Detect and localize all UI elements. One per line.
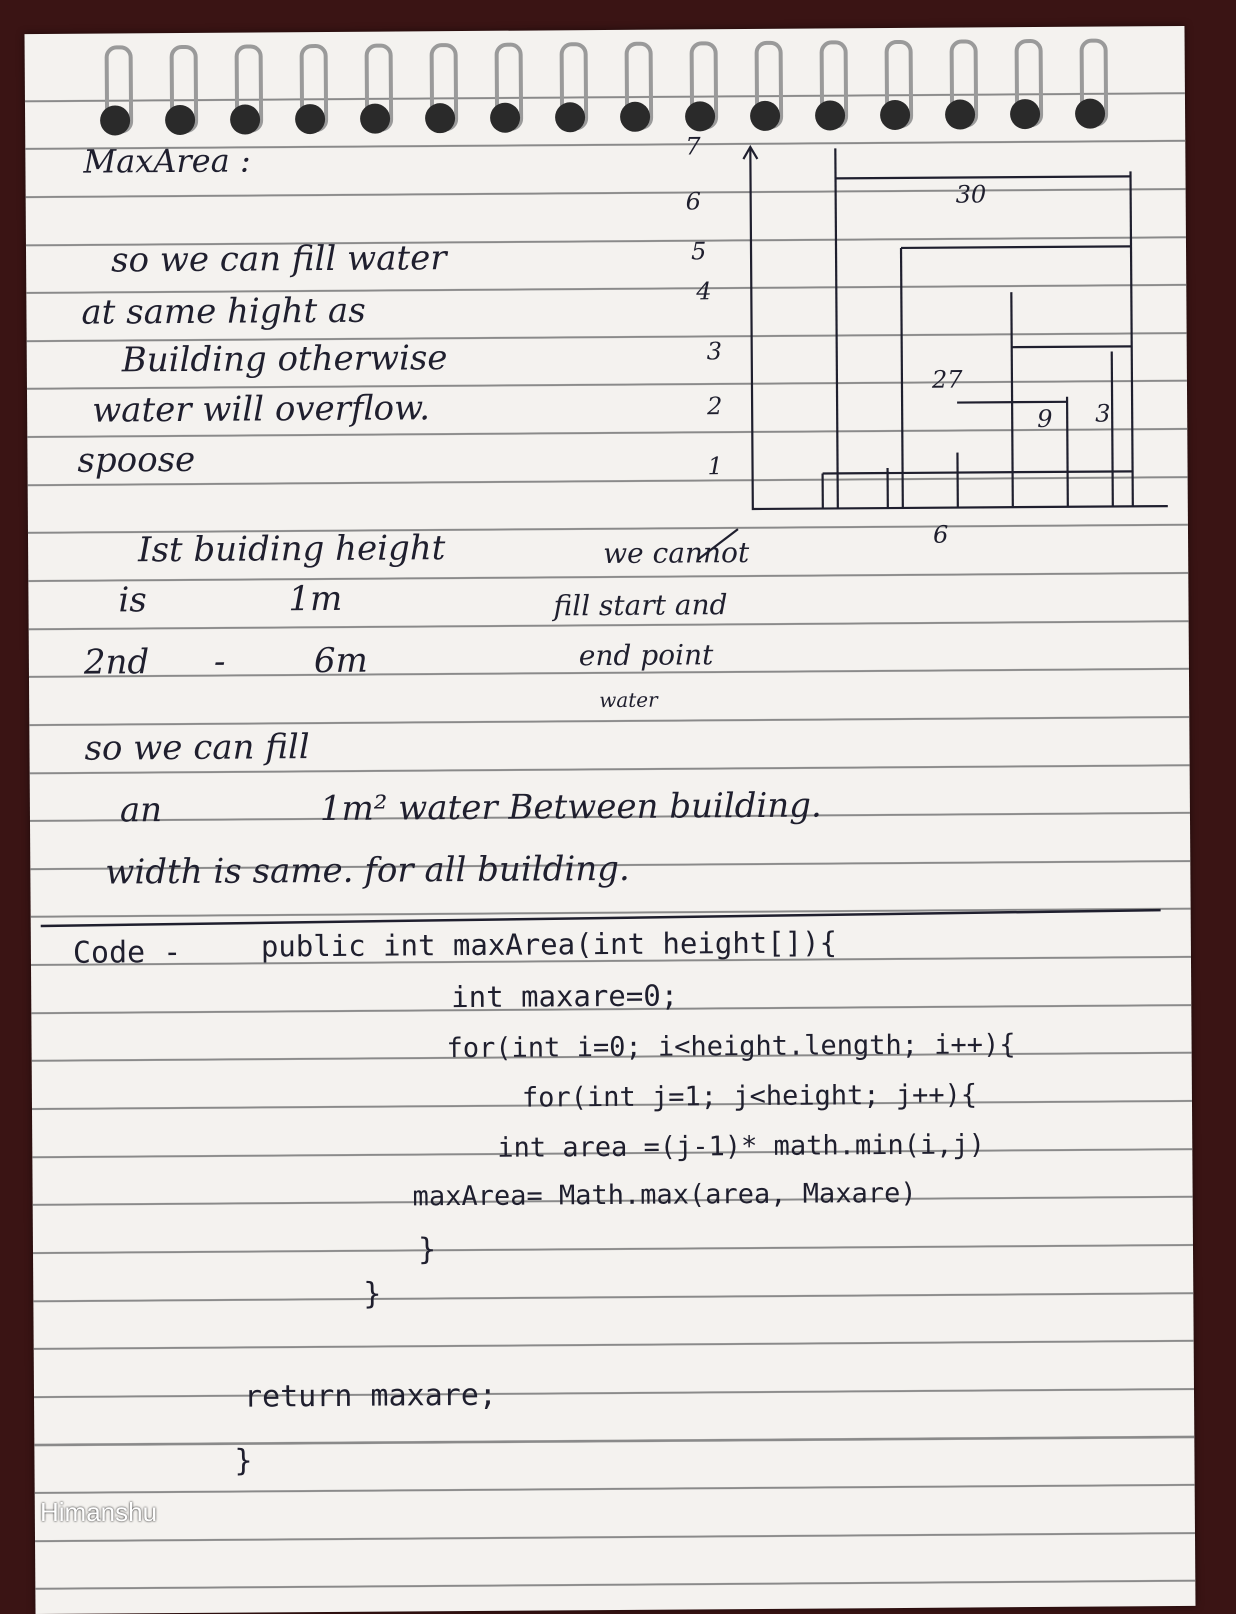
binding-hole	[230, 104, 260, 134]
water-level-9	[1012, 346, 1132, 347]
binding-hole	[1075, 99, 1105, 129]
water-level-27	[957, 402, 1067, 403]
note-line: we cannot	[603, 539, 749, 568]
first-height: 1m	[288, 582, 342, 616]
y-tick: 3	[707, 337, 722, 365]
code-line: }	[418, 1235, 436, 1265]
area-label-27: 27	[931, 366, 963, 394]
an-word: an	[120, 793, 162, 827]
note-line: water	[599, 690, 658, 710]
explanation-line: at same hight as	[81, 294, 365, 330]
building-8	[1112, 351, 1113, 506]
code-line: int area =(j-1)* math.min(i,j)	[497, 1131, 985, 1161]
example-line: Ist buiding height	[138, 531, 445, 567]
y-tick: 2	[706, 392, 722, 420]
code-label: Code -	[73, 938, 182, 969]
note-line: fill start and	[553, 591, 727, 620]
second-height: 6m	[314, 644, 368, 678]
binding-hole	[750, 101, 780, 131]
code-line: maxArea= Math.max(area, Maxare)	[413, 1180, 917, 1211]
building-4	[901, 248, 903, 508]
explanation-line: water will overflow.	[92, 391, 430, 427]
width-label-6: 6	[933, 521, 948, 549]
width-note: width is same. for all building.	[105, 852, 630, 890]
y-tick: 7	[685, 132, 701, 160]
notebook-page	[24, 26, 1195, 1614]
building-7	[1067, 397, 1068, 507]
is-label: is	[118, 583, 147, 617]
code-line: public int maxArea(int height[]){	[261, 928, 837, 961]
signature-watermark: Himanshu	[40, 1497, 157, 1528]
code-line: return maxare;	[244, 1381, 497, 1413]
building-9	[1130, 171, 1132, 506]
code-line: int maxare=0;	[451, 982, 678, 1013]
binding-hole	[360, 104, 390, 134]
area-label-30: 30	[956, 180, 987, 208]
code-line: for(int i=0; i<height.length; i++){	[446, 1031, 1015, 1062]
explanation-line: so we can fill water	[111, 241, 447, 277]
binding-hole	[685, 101, 715, 131]
note-line: end point	[579, 641, 714, 670]
binding-hole	[490, 103, 520, 133]
water-level-inner	[901, 246, 1131, 248]
code-line: for(int j=1; j<height; j++){	[522, 1081, 977, 1111]
binding-hole	[945, 99, 975, 129]
fill-line: so we can fill	[84, 730, 309, 766]
building-diagram	[725, 126, 1188, 559]
binding-hole	[1010, 99, 1040, 129]
binding-hole	[815, 100, 845, 130]
building-2	[835, 148, 838, 508]
code-line: }	[234, 1447, 252, 1477]
binding-hole	[880, 100, 910, 130]
water-level-1	[823, 471, 1133, 473]
page-title: MaxArea :	[83, 144, 250, 177]
y-tick: 1	[707, 452, 722, 480]
second-dash: -	[214, 645, 226, 679]
second-label: 2nd	[84, 645, 150, 679]
y-tick: 4	[695, 277, 711, 305]
binding-hole	[165, 105, 195, 135]
y-tick: 6	[686, 187, 701, 215]
y-tick: 5	[691, 237, 706, 265]
binding-hole	[295, 104, 325, 134]
binding-hole	[555, 102, 585, 132]
binding-hole	[620, 102, 650, 132]
building-6	[1011, 292, 1013, 507]
binding-hole	[100, 105, 130, 135]
water-level-30	[836, 176, 1131, 178]
area-label-3: 3	[1095, 399, 1110, 427]
fill-amount: 1m² water Between building.	[320, 789, 822, 827]
area-label-9: 9	[1037, 405, 1052, 433]
explanation-line: Building otherwise	[122, 341, 448, 377]
explanation-line: spoose	[77, 443, 195, 478]
code-line: }	[363, 1280, 381, 1310]
code-divider	[31, 888, 1191, 956]
binding-hole	[425, 103, 455, 133]
